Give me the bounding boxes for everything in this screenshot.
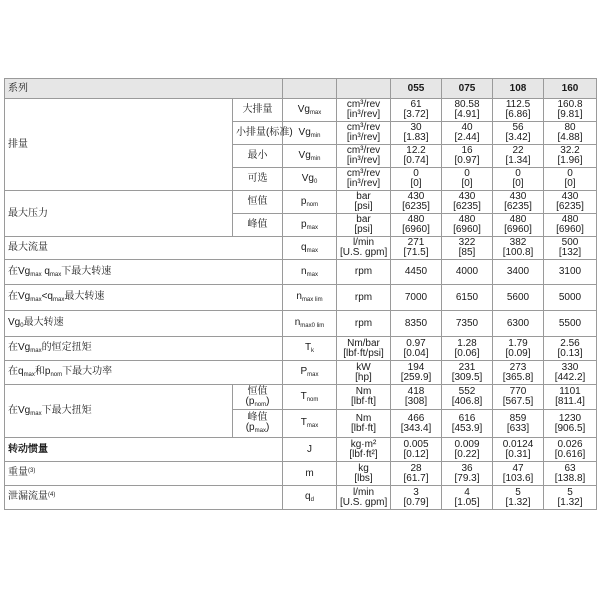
value-cell: 3 [0.79]	[391, 486, 442, 510]
unit: l/min [U.S. gpm]	[337, 486, 391, 510]
value-cell: 6300	[493, 311, 544, 337]
value-cell: 36 [79.3]	[442, 462, 493, 486]
unit: Nm [lbf·ft]	[337, 385, 391, 410]
value-cell: 480 [6960]	[442, 214, 493, 237]
value-cell: 859 [633]	[493, 410, 544, 438]
value-cell: 1.79 [0.09]	[493, 337, 544, 361]
value-cell: 4 [1.05]	[442, 486, 493, 510]
value-cell: 480 [6960]	[493, 214, 544, 237]
symbol: $n_{max lim}$	[283, 285, 337, 311]
symbol: $Vg_{min}$	[283, 145, 337, 168]
leakage-label: 泄漏流量$^{(4)}$	[5, 486, 283, 510]
value-cell: 480 [6960]	[544, 214, 597, 237]
value-cell: 3100	[544, 260, 597, 285]
value-cell: 552 [406.8]	[442, 385, 493, 410]
symbol: $q_d$	[283, 486, 337, 510]
unit: cm³/rev [in³/rev]	[337, 122, 391, 145]
value-cell: 5 [1.32]	[493, 486, 544, 510]
model-108: 108	[493, 79, 544, 99]
table-row	[5, 260, 597, 285]
value-cell: 418 [308]	[391, 385, 442, 410]
max-speed-label: 在$Vg_{max}$ $q_{max}$下最大转速	[5, 260, 283, 285]
header-row	[5, 79, 597, 99]
unit: rpm	[337, 311, 391, 337]
value-cell: 0 [0]	[442, 168, 493, 191]
max-pressure-label: 最大压力	[5, 191, 233, 237]
value-cell: 7000	[391, 285, 442, 311]
table-row	[5, 462, 597, 486]
symbol: $p_{nom}$	[283, 191, 337, 214]
unit: kg·m² [lbf·ft²]	[337, 438, 391, 462]
row-sub-label: 可选	[233, 168, 283, 191]
row-sub-label: 大排量	[233, 99, 283, 122]
model-055: 055	[391, 79, 442, 99]
value-cell: 0.009 [0.22]	[442, 438, 493, 462]
symbol: $Vg_{min}$	[283, 122, 337, 145]
value-cell: 0 [0]	[544, 168, 597, 191]
max-torque-label: 在$Vg_{max}$下最大扭矩	[5, 385, 233, 438]
weight-label: 重量$^{(3)}$	[5, 462, 283, 486]
unit: bar [psi]	[337, 214, 391, 237]
row-sub-label: 峰值 $(p_{max})$	[233, 410, 283, 438]
value-cell: 1.28 [0.06]	[442, 337, 493, 361]
value-cell: 0.97 [0.04]	[391, 337, 442, 361]
table-row	[5, 438, 597, 462]
table-row	[5, 285, 597, 311]
value-cell: 271 [71.5]	[391, 237, 442, 260]
max-flow-label: 最大流量	[5, 237, 283, 260]
symbol: $T_{max}$	[283, 410, 337, 438]
value-cell: 1230 [906.5]	[544, 410, 597, 438]
unit: cm³/rev [in³/rev]	[337, 145, 391, 168]
unit: cm³/rev [in³/rev]	[337, 99, 391, 122]
value-cell: 466 [343.4]	[391, 410, 442, 438]
symbol: $T_k$	[283, 337, 337, 361]
value-cell: 32.2 [1.96]	[544, 145, 597, 168]
value-cell: 0.005 [0.12]	[391, 438, 442, 462]
model-075: 075	[442, 79, 493, 99]
value-cell: 22 [1.34]	[493, 145, 544, 168]
value-cell: 7350	[442, 311, 493, 337]
value-cell: 0 [0]	[493, 168, 544, 191]
unit: rpm	[337, 285, 391, 311]
unit: kg [lbs]	[337, 462, 391, 486]
symbol: $n_{max}$	[283, 260, 337, 285]
value-cell: 5600	[493, 285, 544, 311]
value-cell: 3400	[493, 260, 544, 285]
value-cell: 47 [103.6]	[493, 462, 544, 486]
table-row	[5, 385, 597, 410]
symbol: $q_{max}$	[283, 237, 337, 260]
value-cell: 12.2 [0.74]	[391, 145, 442, 168]
max-power-label: 在$q_{max}$和$p_{nom}$下最大功率	[5, 361, 283, 385]
symbol: J	[283, 438, 337, 462]
symbol: $T_{nom}$	[283, 385, 337, 410]
symbol: $P_{max}$	[283, 361, 337, 385]
unit: Nm [lbf·ft]	[337, 410, 391, 438]
value-cell: 0 [0]	[391, 168, 442, 191]
value-cell: 430 [6235]	[391, 191, 442, 214]
row-sub-label: 小排量(标准)	[233, 122, 283, 145]
unit: cm³/rev [in³/rev]	[337, 168, 391, 191]
spec-table	[4, 78, 597, 510]
symbol: $Vg_{max}$	[283, 99, 337, 122]
symbol: m	[283, 462, 337, 486]
value-cell: 616 [453.9]	[442, 410, 493, 438]
table-row	[5, 311, 597, 337]
value-cell: 160.8 [9.81]	[544, 99, 597, 122]
series-label: 系列	[5, 79, 283, 99]
value-cell: 330 [442.2]	[544, 361, 597, 385]
value-cell: 4450	[391, 260, 442, 285]
value-cell: 1101 [811.4]	[544, 385, 597, 410]
table-row	[5, 237, 597, 260]
unit: rpm	[337, 260, 391, 285]
symbol: $p_{max}$	[283, 214, 337, 237]
inertia-label: 转动惯量	[5, 438, 283, 462]
value-cell: 30 [1.83]	[391, 122, 442, 145]
table-row	[5, 99, 597, 122]
table-row	[5, 486, 597, 510]
value-cell: 61 [3.72]	[391, 99, 442, 122]
value-cell: 4000	[442, 260, 493, 285]
row-sub-label: 最小	[233, 145, 283, 168]
value-cell: 770 [567.5]	[493, 385, 544, 410]
unit: Nm/bar [lbf·ft/psi]	[337, 337, 391, 361]
row-sub-label: 峰值	[233, 214, 283, 237]
symbol: $Vg_0$	[283, 168, 337, 191]
value-cell: 273 [365.8]	[493, 361, 544, 385]
value-cell: 500 [132]	[544, 237, 597, 260]
value-cell: 480 [6960]	[391, 214, 442, 237]
value-cell: 5500	[544, 311, 597, 337]
value-cell: 0.026 [0.616]	[544, 438, 597, 462]
value-cell: 56 [3.42]	[493, 122, 544, 145]
model-160: 160	[544, 79, 597, 99]
displacement-label: 排量	[5, 99, 233, 191]
value-cell: 40 [2.44]	[442, 122, 493, 145]
value-cell: 430 [6235]	[442, 191, 493, 214]
symbol: $n_{max0 lim}$	[283, 311, 337, 337]
value-cell: 2.56 [0.13]	[544, 337, 597, 361]
value-cell: 0.0124 [0.31]	[493, 438, 544, 462]
torque-constant-label: 在$Vg_{max}$的恒定扭矩	[5, 337, 283, 361]
unit: kW [hp]	[337, 361, 391, 385]
value-cell: 112.5 [6.86]	[493, 99, 544, 122]
value-cell: 382 [100.8]	[493, 237, 544, 260]
unit: bar [psi]	[337, 191, 391, 214]
value-cell: 28 [61.7]	[391, 462, 442, 486]
value-cell: 194 [259.9]	[391, 361, 442, 385]
max-speed-lim-label: 在$Vg_{max}<q_{max}$最大转速	[5, 285, 283, 311]
table-row	[5, 361, 597, 385]
max-speed-vg0-label: $Vg_0$最大转速	[5, 311, 283, 337]
value-cell: 16 [0.97]	[442, 145, 493, 168]
value-cell: 6150	[442, 285, 493, 311]
row-sub-label: 恒值 $(p_{nom})$	[233, 385, 283, 410]
value-cell: 80.58 [4.91]	[442, 99, 493, 122]
value-cell: 430 [6235]	[544, 191, 597, 214]
value-cell: 322 [85]	[442, 237, 493, 260]
row-sub-label: 恒值	[233, 191, 283, 214]
table-row	[5, 337, 597, 361]
value-cell: 5000	[544, 285, 597, 311]
unit: l/min [U.S. gpm]	[337, 237, 391, 260]
value-cell: 430 [6235]	[493, 191, 544, 214]
table-row	[5, 191, 597, 214]
value-cell: 80 [4.88]	[544, 122, 597, 145]
value-cell: 63 [138.8]	[544, 462, 597, 486]
value-cell: 5 [1.32]	[544, 486, 597, 510]
value-cell: 8350	[391, 311, 442, 337]
value-cell: 231 [309.5]	[442, 361, 493, 385]
